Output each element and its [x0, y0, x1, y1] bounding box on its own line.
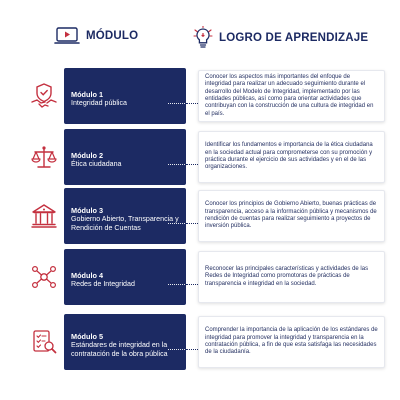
government-building-icon: [24, 188, 64, 244]
module-card: [64, 68, 186, 124]
module-title: Módulo 1: [71, 90, 104, 100]
checklist-magnifier-icon: [24, 314, 64, 370]
module-subtitle: Gobierno Abierto, Transparencia y Rendición de Cuentas: [71, 214, 179, 232]
module-row-2: [24, 129, 386, 185]
connector-line: [186, 223, 198, 224]
connector-line: [186, 349, 198, 350]
network-people-icon: [24, 249, 64, 305]
scales-icon: [24, 129, 64, 185]
learning-outcome-card: [198, 316, 385, 368]
learning-outcome-card: [198, 190, 385, 242]
outcome-column-header: [193, 26, 368, 50]
module-title: Módulo 3: [71, 205, 104, 215]
module-subtitle: Ética ciudadana: [71, 160, 122, 169]
module-row-5: [24, 314, 386, 370]
module-subtitle: Integridad pública: [71, 99, 128, 108]
module-column-header: [54, 26, 138, 46]
connector-line: [186, 164, 198, 165]
learning-outcome-card: [198, 70, 385, 122]
connector-line: [186, 103, 198, 104]
module-title: Módulo 2: [71, 151, 104, 161]
learning-outcome-text: Conocer los principios de Gobierno Abierto, buenas prácticas de transparencia, acceso a la información pública y mecanismos de rendición de cuentas para realizar seguimiento a proyectos de inversión pública.: [205, 201, 377, 230]
module-title: Módulo 4: [71, 271, 104, 281]
module-title: Módulo 5: [71, 331, 104, 341]
lightbulb-icon: [193, 26, 213, 50]
handshake-shield-icon: [24, 68, 64, 124]
module-row-3: [24, 188, 386, 244]
module-card: [64, 314, 186, 370]
learning-outcome-text: Comprender la importancia de la aplicación de los estándares de integridad para promover la integridad y transparencia en la contratación pública, a fin de que esta satisfaga las necesidades de la ciudadanía.: [205, 327, 378, 356]
learning-outcome-text: Conocer los aspectos más importantes del enfoque de integridad para realizar un adecuado seguimiento durante el desarrollo del Modelo de Integridad, implementado por las entidades públicas, así como para orientar actividades que contribuyan con la construcción de una cultura de integridad en el país.: [205, 74, 374, 117]
module-column-title: MÓDULO: [86, 30, 139, 42]
module-row-4: [24, 249, 386, 305]
laptop-play-icon: [54, 26, 80, 46]
module-subtitle: Redes de Integridad: [71, 280, 135, 289]
learning-outcome-text: Identificar los fundamentos e importancia de la ética ciudadana en la sociedad actual para comprometerse con su promoción y práctica durante el ejercicio de sus actividades y en el de las organizaciones.: [205, 142, 373, 171]
learning-outcome-card: [198, 251, 385, 303]
outcome-column-title: LOGRO DE APRENDIZAJE: [219, 32, 369, 44]
module-card: [64, 188, 186, 244]
learning-outcome-text: Reconocer las principales características y actividades de las Redes de Integridad como promotoras de prácticas de transparencia e integridad en la sociedad.: [205, 266, 369, 287]
module-subtitle: Estándares de integridad en la contratación de la obra pública: [71, 340, 168, 358]
module-card: [64, 129, 186, 185]
module-row-1: [24, 68, 386, 124]
learning-outcome-card: [198, 131, 385, 183]
module-card: [64, 249, 186, 305]
connector-line: [186, 284, 198, 285]
